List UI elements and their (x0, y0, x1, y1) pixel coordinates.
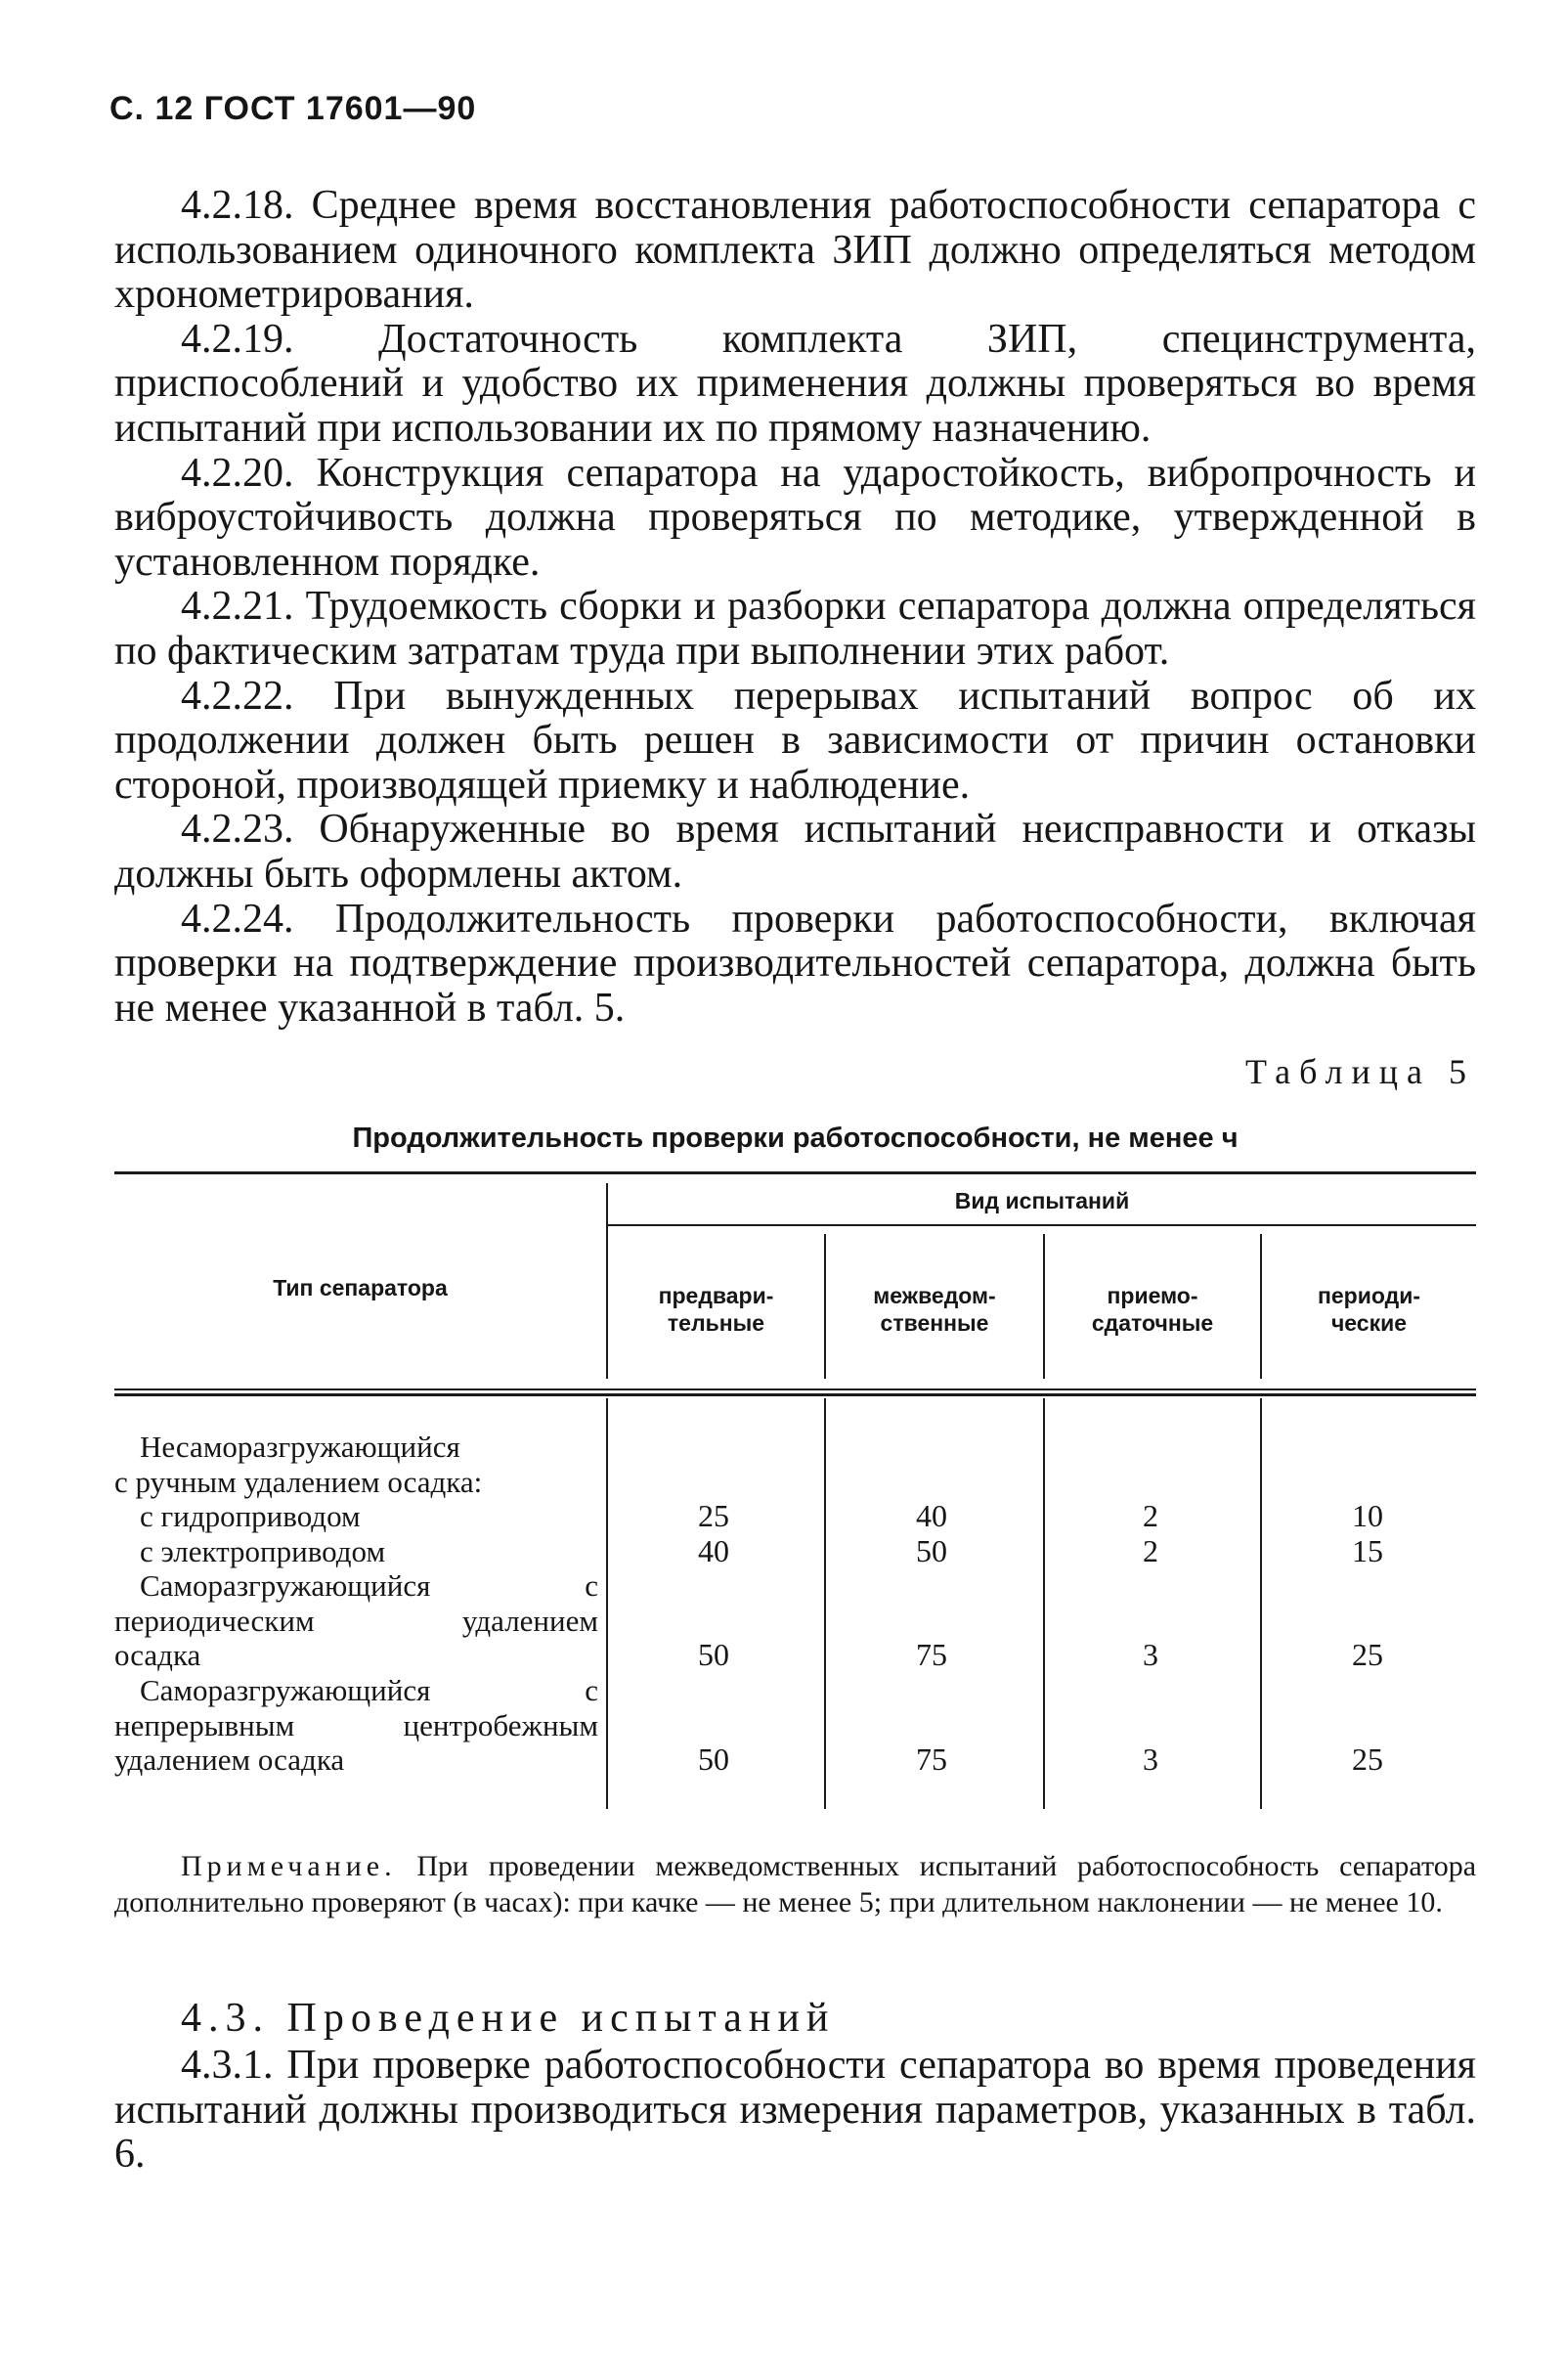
cell-value: 50 (916, 1533, 947, 1568)
table-label: Таблица 5 (1245, 1052, 1475, 1091)
col-header-acceptance: приемо- сдаточные (1091, 1283, 1214, 1336)
cell-value: 25 (1352, 1637, 1383, 1672)
col-header-preliminary: предвари- тельные (658, 1283, 774, 1336)
paragraphs-4-2 (114, 184, 1476, 1031)
row-label-electric: с электроприводом (140, 1534, 386, 1568)
table-top-rule (114, 1171, 1476, 1174)
cell-value: 75 (916, 1741, 947, 1777)
paragraph-4-2-23: 4.2.23. Обнаруженные во время испытаний неисправности и отказы должны быть оформлены актом. (114, 807, 1476, 897)
note-text: При проведении межведомственных испытаний работоспособность сепаратора дополнительно проверяют (в часах): при качке — не менее 5; при длительном наклонении — не менее 10. (114, 1850, 1477, 1918)
cell-value: 75 (916, 1637, 947, 1672)
body-col-divider-3 (1043, 1398, 1045, 1809)
cell-value: 2 (1143, 1498, 1158, 1533)
body-col-divider-2 (824, 1398, 826, 1809)
paragraph-4-2-20: 4.2.20. Конструкция сепаратора на ударостойкость, вибропрочность и виброустойчивость должна проверяться по методике, утвержденной в установленном порядке. (114, 450, 1476, 585)
row-label-non-self-unloading: Несаморазгружающийся с ручным удалением осадка: (114, 1430, 483, 1499)
cell-value: 3 (1143, 1637, 1158, 1672)
header-bottom-rule (114, 1388, 1476, 1390)
group-header: Вид испытаний (954, 1188, 1130, 1213)
cell-value: 40 (698, 1533, 729, 1568)
header-bottom-rule-2 (114, 1393, 1476, 1396)
table-title: Продолжительность проверки работоспособности, не менее ч (352, 1123, 1239, 1154)
paragraph-4-3-1: 4.3.1. При проверке работоспособности сепаратора во время проведения испытаний должны производиться измерения параметров, указанных в табл. 6. (114, 2043, 1476, 2178)
cell-value: 3 (1143, 1741, 1158, 1777)
row-label-hydraulic: с гидроприводом (140, 1499, 361, 1533)
section-heading: 4.3. Проведение испытаний (181, 1996, 836, 2041)
table-note (114, 1848, 1476, 1920)
cell-value: 15 (1352, 1533, 1383, 1568)
row-label-continuous-unloading: Саморазгружающийся с непрерывным центробежным удалением осадка (114, 1673, 598, 1777)
row-label-periodic-unloading: Саморазгружающийся с периодическим удалением осадка (114, 1568, 598, 1672)
paragraph-4-2-21: 4.2.21. Трудоемкость сборки и разборки сепаратора должна определяться по фактическим затратам труда при выполнении этих работ. (114, 584, 1476, 674)
paragraph-4-2-24: 4.2.24. Продолжительность проверки работоспособности, включая проверки на подтверждение производительностей сепаратора, должна быть не менее указанной в табл. 5. (114, 896, 1476, 1031)
cell-value: 50 (698, 1741, 729, 1777)
body-col-divider-1 (606, 1398, 608, 1809)
cell-value: 50 (698, 1637, 729, 1672)
cell-value: 40 (916, 1498, 947, 1533)
cell-value: 2 (1143, 1533, 1158, 1568)
cell-value: 25 (698, 1498, 729, 1533)
note-label: Примечание. (181, 1850, 397, 1882)
cell-value: 25 (1352, 1741, 1383, 1777)
running-header: С. 12 ГОСТ 17601—90 (109, 90, 477, 127)
col-header-interdepartmental: межведом- ственные (873, 1283, 996, 1336)
group-header-rule (606, 1224, 1476, 1226)
body-col-divider-4 (1260, 1398, 1262, 1809)
paragraphs-4-3 (114, 2044, 1476, 2178)
paragraph-4-2-18: 4.2.18. Среднее время восстановления работоспособности сепаратора с использованием одиночного комплекта ЗИП должно определяться методом хронометрирования. (114, 183, 1476, 318)
paragraph-4-2-19: 4.2.19. Достаточность комплекта ЗИП, специнструмента, приспособлений и удобство их применения должны проверяться во время испытаний при использовании их по прямому назначению. (114, 316, 1476, 451)
paragraph-4-2-22: 4.2.22. При вынужденных перерывах испытаний вопрос об их продолжении должен быть решен в зависимости от причин остановки стороной, производящей приемку и наблюдение. (114, 673, 1476, 808)
cell-value: 10 (1352, 1498, 1383, 1533)
col-header-periodic: периоди- ческие (1317, 1283, 1421, 1336)
col-type-header: Тип сепаратора (273, 1275, 448, 1300)
